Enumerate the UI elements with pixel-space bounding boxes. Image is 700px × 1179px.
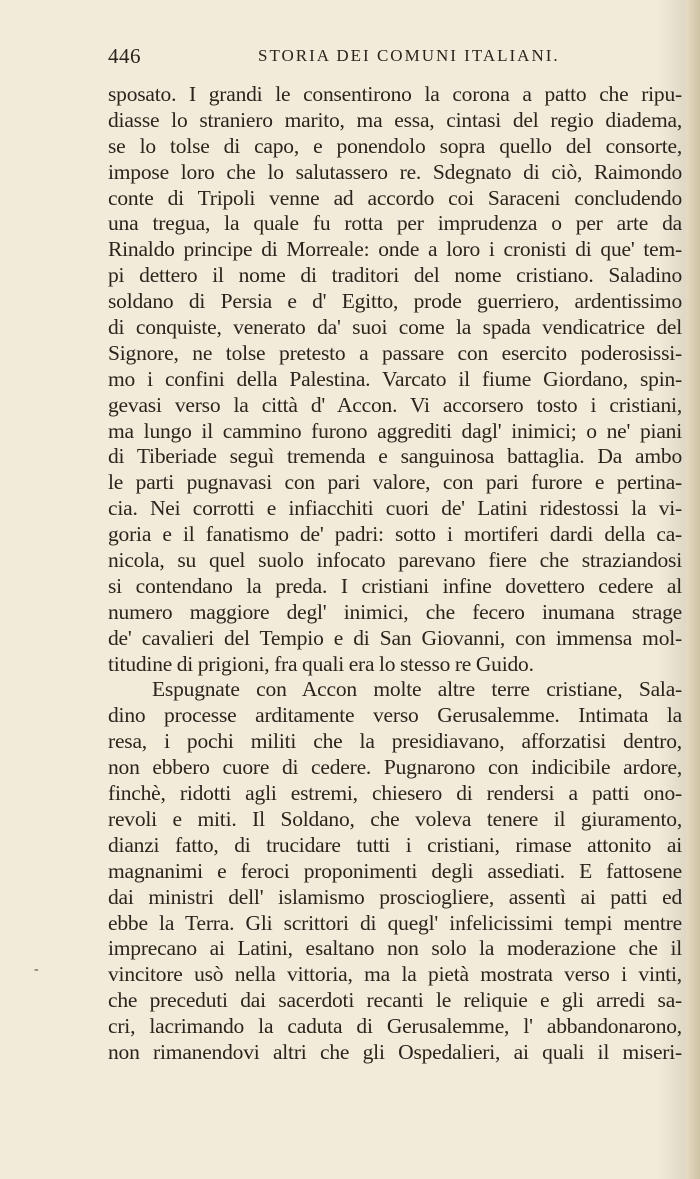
- text-line: resa, i pochi militi che la presidiavano, afforzatisi dentro,: [108, 729, 682, 754]
- text-line: Rinaldo principe di Morreale: onde a loro i cronisti di que' tem-: [108, 237, 682, 262]
- text-line: dai ministri dell' islamismo prosciogliere, assentì ai patti ed: [108, 884, 682, 909]
- text-line: nicola, su quel suolo infocato parevano fiere che straziandosi: [108, 548, 682, 573]
- text-line: magnanimi e feroci proponimenti degli assediati. E fattosene: [108, 858, 682, 883]
- text-line: cri, lacrimando la caduta di Gerusalemme, l' abbandonarono,: [108, 1014, 682, 1039]
- text-line: numero maggiore degl' inimici, che fecero inumana strage: [108, 599, 682, 624]
- text-line: conte di Tripoli venne ad accordo coi Saraceni concludendo: [108, 185, 682, 210]
- paragraph-2: [108, 677, 682, 1065]
- margin-mark: -: [34, 962, 39, 977]
- text-line: finchè, ridotti agli estremi, chiesero di rendersi a patti ono-: [108, 781, 682, 806]
- text-line: le parti pugnavasi con pari valore, con pari furore e pertina-: [108, 470, 682, 495]
- text-line: se lo tolse di capo, e ponendolo sopra quello del consorte,: [108, 133, 682, 158]
- text-line: diasse lo straniero marito, ma essa, cintasi del regio diadema,: [108, 107, 682, 132]
- text-line: dianzi fatto, di trucidare tutti i cristiani, rimase attonito ai: [108, 832, 682, 857]
- text-line: Signore, ne tolse pretesto a passare con esercito poderosissi-: [108, 340, 682, 365]
- text-line: di Tiberiade seguì tremenda e sanguinosa battaglia. Da ambo: [108, 444, 682, 469]
- text-line: mo i confini della Palestina. Varcato il fiume Giordano, spin-: [108, 366, 682, 391]
- text-line: imprecano ai Latini, esaltano non solo la moderazione che il: [108, 936, 682, 961]
- paragraph-1: [108, 82, 682, 677]
- text-line: goria e il fanatismo de' padri: sotto i mortiferi dardi della ca-: [108, 522, 682, 547]
- page-number: 446: [108, 44, 141, 68]
- text-line: de' cavalieri del Tempio e di San Giovanni, con immensa mol-: [108, 625, 682, 650]
- text-line: titudine di prigioni, fra quali era lo stesso re Guido.: [108, 651, 534, 676]
- page-header: [108, 44, 600, 68]
- text-line: ebbe la Terra. Gli scrittori di quegl' infelicissimi tempi mentre: [108, 910, 682, 935]
- text-line: impose loro che lo salutassero re. Sdegnato di ciò, Raimondo: [108, 159, 682, 184]
- text-line: sposato. I grandi le consentirono la corona a patto che ripu-: [108, 82, 682, 106]
- text-line: che preceduti dai sacerdoti recanti le reliquie e gli arredi sa-: [108, 988, 682, 1013]
- text-line: di conquiste, venerato da' suoi come la spada vendicatrice del: [108, 315, 682, 340]
- text-line: si contendano la preda. I cristiani infine dovettero cedere al: [108, 573, 682, 598]
- text-line: revoli e miti. Il Soldano, che voleva tenere il giuramento,: [108, 806, 682, 831]
- text-line: dino processe arditamente verso Gerusalemme. Intimata la: [108, 703, 682, 728]
- text-line: una tregua, la quale fu rotta per imprudenza o per arte da: [108, 211, 682, 236]
- body-text: [108, 82, 682, 1066]
- text-line: soldano di Persia e d' Egitto, prode guerriero, ardentissimo: [108, 289, 682, 314]
- text-line: gevasi verso la città d' Accon. Vi accorsero tosto i cristiani,: [108, 392, 682, 417]
- text-line: ma lungo il cammino furono aggrediti dagl' inimici; o ne' piani: [108, 418, 682, 443]
- text-line: cia. Nei corrotti e infiacchiti cuori de' Latini ridestossi la vi-: [108, 496, 682, 521]
- text-line: non rimanendovi altri che gli Ospedalieri, ai quali il miseri-: [108, 1039, 682, 1064]
- text-line: vincitore usò nella vittoria, ma la pietà mostrata verso i vinti,: [108, 962, 682, 987]
- text-line: non ebbero cuore di cedere. Pugnarono con indicibile ardore,: [108, 755, 682, 780]
- text-line: pi dettero il nome di traditori del nome cristiano. Saladino: [108, 263, 682, 288]
- page-edge: [686, 0, 700, 1179]
- text-line: Espugnate con Accon molte altre terre cristiane, Sala-: [152, 677, 682, 702]
- running-head: STORIA DEI COMUNI ITALIANI.: [258, 46, 560, 65]
